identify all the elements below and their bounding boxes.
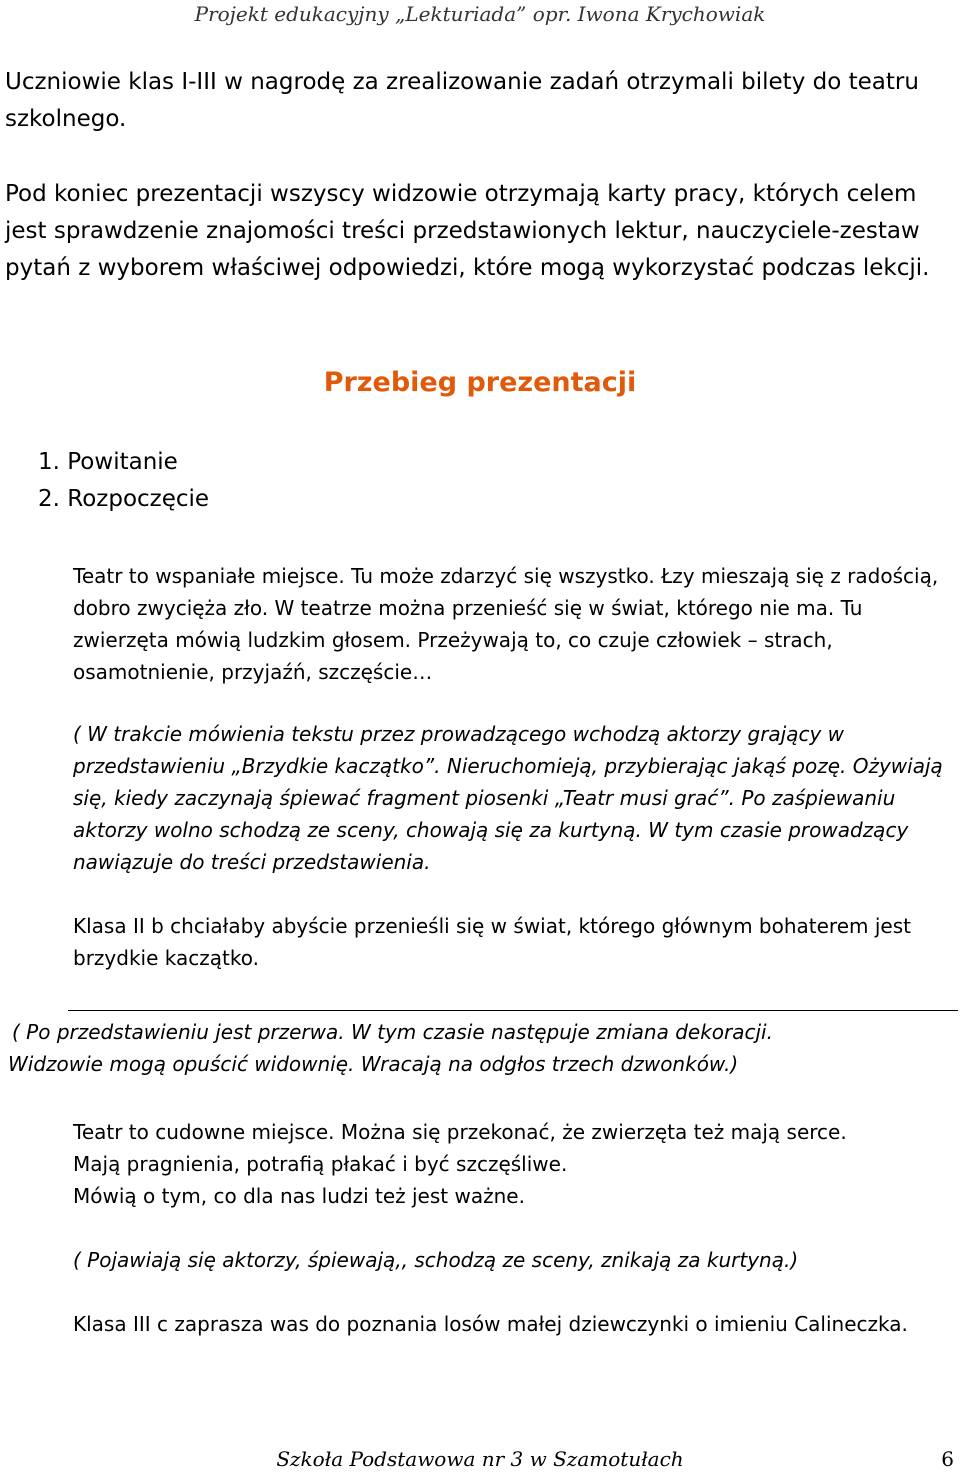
narration-line-1: Teatr to cudowne miejsce. Można się przekonać, że zwierzęta też mają serce.: [73, 1120, 847, 1144]
narration-paragraph-3: [73, 1116, 953, 1212]
intro-paragraph-1: Uczniowie klas I-III w nagrodę za zrealizowanie zadań otrzymali bilety do teatru szkolnego.: [5, 69, 919, 132]
narration-paragraph-2: Klasa II b chciałaby abyście przenieśli się w świat, którego głównym bohaterem jest brzydkie kaczątko.: [73, 914, 911, 970]
list-item: 1. Powitanie: [38, 449, 178, 475]
narration-line-3: Mówią o tym, co dla nas ludzi też jest ważne.: [73, 1184, 525, 1208]
intro-paragraph-2: Pod koniec prezentacji wszyscy widzowie otrzymają karty pracy, których celem jest sprawdzenie znajomości treści przedstawionych lektur, nauczyciele-zestaw pytań z wyborem właściwej odpowiedzi, które mogą wykorzystać podczas lekcji.: [5, 181, 930, 281]
divider: [68, 1010, 958, 1011]
section-heading: [0, 367, 960, 398]
section-heading-text: Przebieg prezentacji: [323, 367, 637, 398]
intermission-note: [8, 1016, 958, 1080]
narration-paragraph-1: Teatr to wspaniałe miejsce. Tu może zdarzyć się wszystko. Łzy mieszają się z radością, dobro zwycięża zło. W teatrze można przenieść się w świat, którego nie ma. Tu zwierzęta mówią ludzkim głosem. Przeżywają to, co czuje człowiek – strach, osamotnienie, przyjaźń, szczęście…: [73, 564, 939, 684]
stage-direction-2: ( Pojawiają się aktorzy, śpiewają,, schodzą ze sceny, znikają za kurtyną.): [73, 1248, 799, 1272]
list-item: 2. Rozpoczęcie: [38, 486, 210, 512]
narration-line-2: Mają pragnienia, potrafią płakać i być szczęśliwe.: [73, 1152, 568, 1176]
narration-paragraph-4: Klasa III c zaprasza was do poznania losów małej dziewczynki o imieniu Calineczka.: [73, 1312, 908, 1336]
steps-list: [38, 444, 209, 518]
page-header: Projekt edukacyjny „Lekturiada” opr. Iwona Krychowiak: [194, 2, 766, 26]
page-number: 6: [941, 1447, 954, 1471]
intermission-note-line-2: Widzowie mogą opuścić widownię. Wracają na odgłos trzech dzwonków.): [8, 1052, 739, 1076]
stage-direction-1: ( W trakcie mówienia tekstu przez prowadzącego wchodzą aktorzy grający w przedstawieniu „Brzydkie kaczątko”. Nieruchomieją, przybierając jakąś pozę. Ożywiają się, kiedy zaczynają śpiewać fragment piosenki „Teatr musi grać”. Po zaśpiewaniu aktorzy wolno schodzą ze sceny, chowają się za kurtyną. W tym czasie prowadzący nawiązuje do treści przedstawienia.: [73, 722, 943, 874]
intermission-note-line-1: ( Po przedstawieniu jest przerwa. W tym czasie następuje zmiana dekoracji.: [12, 1020, 773, 1044]
page-footer: Szkoła Podstawowa nr 3 w Szamotułach: [276, 1447, 684, 1471]
